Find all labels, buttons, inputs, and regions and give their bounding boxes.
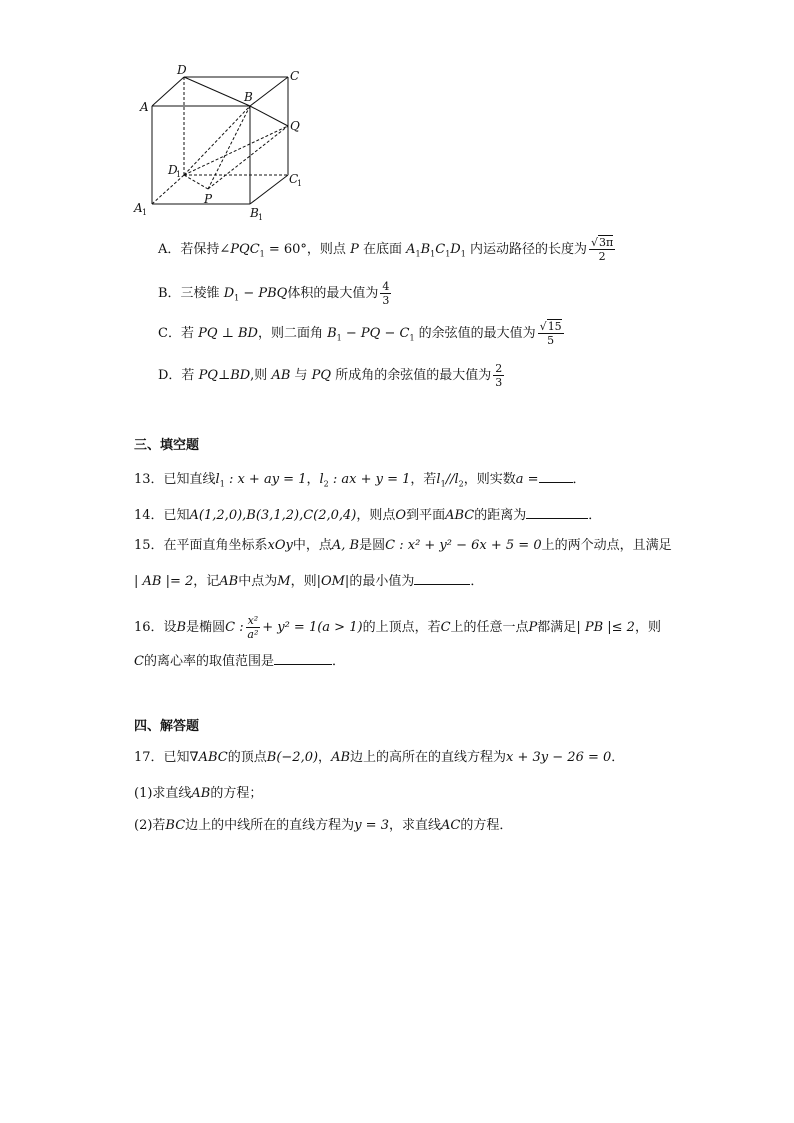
label-c: C — [290, 69, 300, 83]
label-d: D — [177, 63, 187, 77]
option-c: C．若 PQ ⊥ BD，则二面角 $B_1$ − PQ − $C_1$ 的余弦值的最大值为 $\frac{√15}{5}$ — [158, 320, 562, 347]
label-p: P — [204, 192, 213, 206]
answer-blank-16[interactable] — [274, 652, 332, 665]
seg-pb — [208, 106, 250, 189]
label-a1: A — [134, 201, 143, 215]
option-a: A．若保持$\angle PQC_1 = 60^\circ$，则点 P 在底面 $A_1B_1C_1D_1$ 内运动路径的长度为 $\frac{√3\pi}{2}$ — [158, 236, 614, 263]
label-q: Q — [290, 119, 300, 133]
question-17-part-1: (1)求直线AB的方程； — [134, 786, 263, 801]
answer-blank-15[interactable] — [414, 572, 470, 585]
label-c1-sub: 1 — [297, 179, 303, 188]
option-b: B．三棱锥 $D_1$ − PBQ体积的最大值为 $\frac{4}{3}$ — [158, 280, 390, 307]
question-15-line-2: | AB |= 2，记AB中点为M，则|OM|的最小值为 ． — [134, 574, 484, 589]
edge-b1c1 — [250, 175, 288, 204]
edge-a1d1 — [152, 175, 184, 204]
ellipse-fraction: $\frac{\text{x²}}{\text{a²}}$ — [247, 614, 259, 641]
question-17: 17．已知∇ABC的顶点B(−2,0)，AB边上的高所在的直线方程为x + 3y − 26 = 0． — [134, 750, 625, 765]
cube-figure — [128, 62, 308, 224]
label-c1: C — [289, 172, 299, 186]
question-15: 15．在平面直角坐标系xOy中，点A, B是圆C : x² + y² − 6x + 5 = 0上的两个动点，且满足 — [134, 538, 672, 553]
option-c-fraction: $\frac{√15}{5}$ — [539, 320, 562, 347]
label-b1-sub: 1 — [258, 213, 264, 222]
label-a1-sub: 1 — [142, 208, 148, 217]
answer-blank-13[interactable] — [539, 470, 573, 483]
question-14: 14．已知A(1,2,0),B(3,1,2),C(2,0,4)，则点O到平面ABC的距离为 ． — [134, 508, 602, 523]
question-16-line-2: C的离心率的取值范围是 ． — [134, 654, 345, 669]
label-a: A — [140, 100, 149, 114]
question-16: 16．设B是椭圆C : $\frac{\text{x²}}{\text{a²}}$ + y² = 1(a > 1)的上顶点，若C上的任意一点P都满足| PB |≤ 2，则 — [134, 614, 661, 641]
question-17-part-2: (2)若BC边上的中线所在的直线方程为y = 3，求直线AC的方程． — [134, 818, 513, 833]
edge-cb — [250, 77, 288, 106]
label-d1: D — [168, 163, 178, 177]
option-d: D．若 PQ⊥BD,则 AB 与 PQ 所成角的余弦值的最大值为 $\frac{2}{3}$ — [158, 362, 503, 389]
section-3-title: 三、填空题 — [134, 438, 200, 453]
seg-d1b — [184, 106, 250, 175]
option-d-fraction: $\frac{2}{3}$ — [495, 362, 503, 389]
option-a-fraction: $\frac{√3\pi}{2}$ — [590, 236, 614, 263]
question-13: 13．已知直线$l_1$ : x + ay = 1，$l_2$ : ax + y = 1，若$l_1//l_2$，则实数a = ． — [134, 472, 586, 489]
section-4-title: 四、解答题 — [134, 719, 200, 734]
seg-d1p — [184, 175, 208, 189]
edge-bq — [250, 106, 288, 126]
label-b1: B — [250, 206, 259, 220]
label-b: B — [244, 90, 253, 104]
label-d1-sub: 1 — [176, 170, 182, 179]
edge-db — [184, 77, 250, 106]
answer-blank-14[interactable] — [526, 506, 588, 519]
option-b-fraction: $\frac{4}{3}$ — [382, 280, 390, 307]
edge-ad — [152, 77, 184, 106]
